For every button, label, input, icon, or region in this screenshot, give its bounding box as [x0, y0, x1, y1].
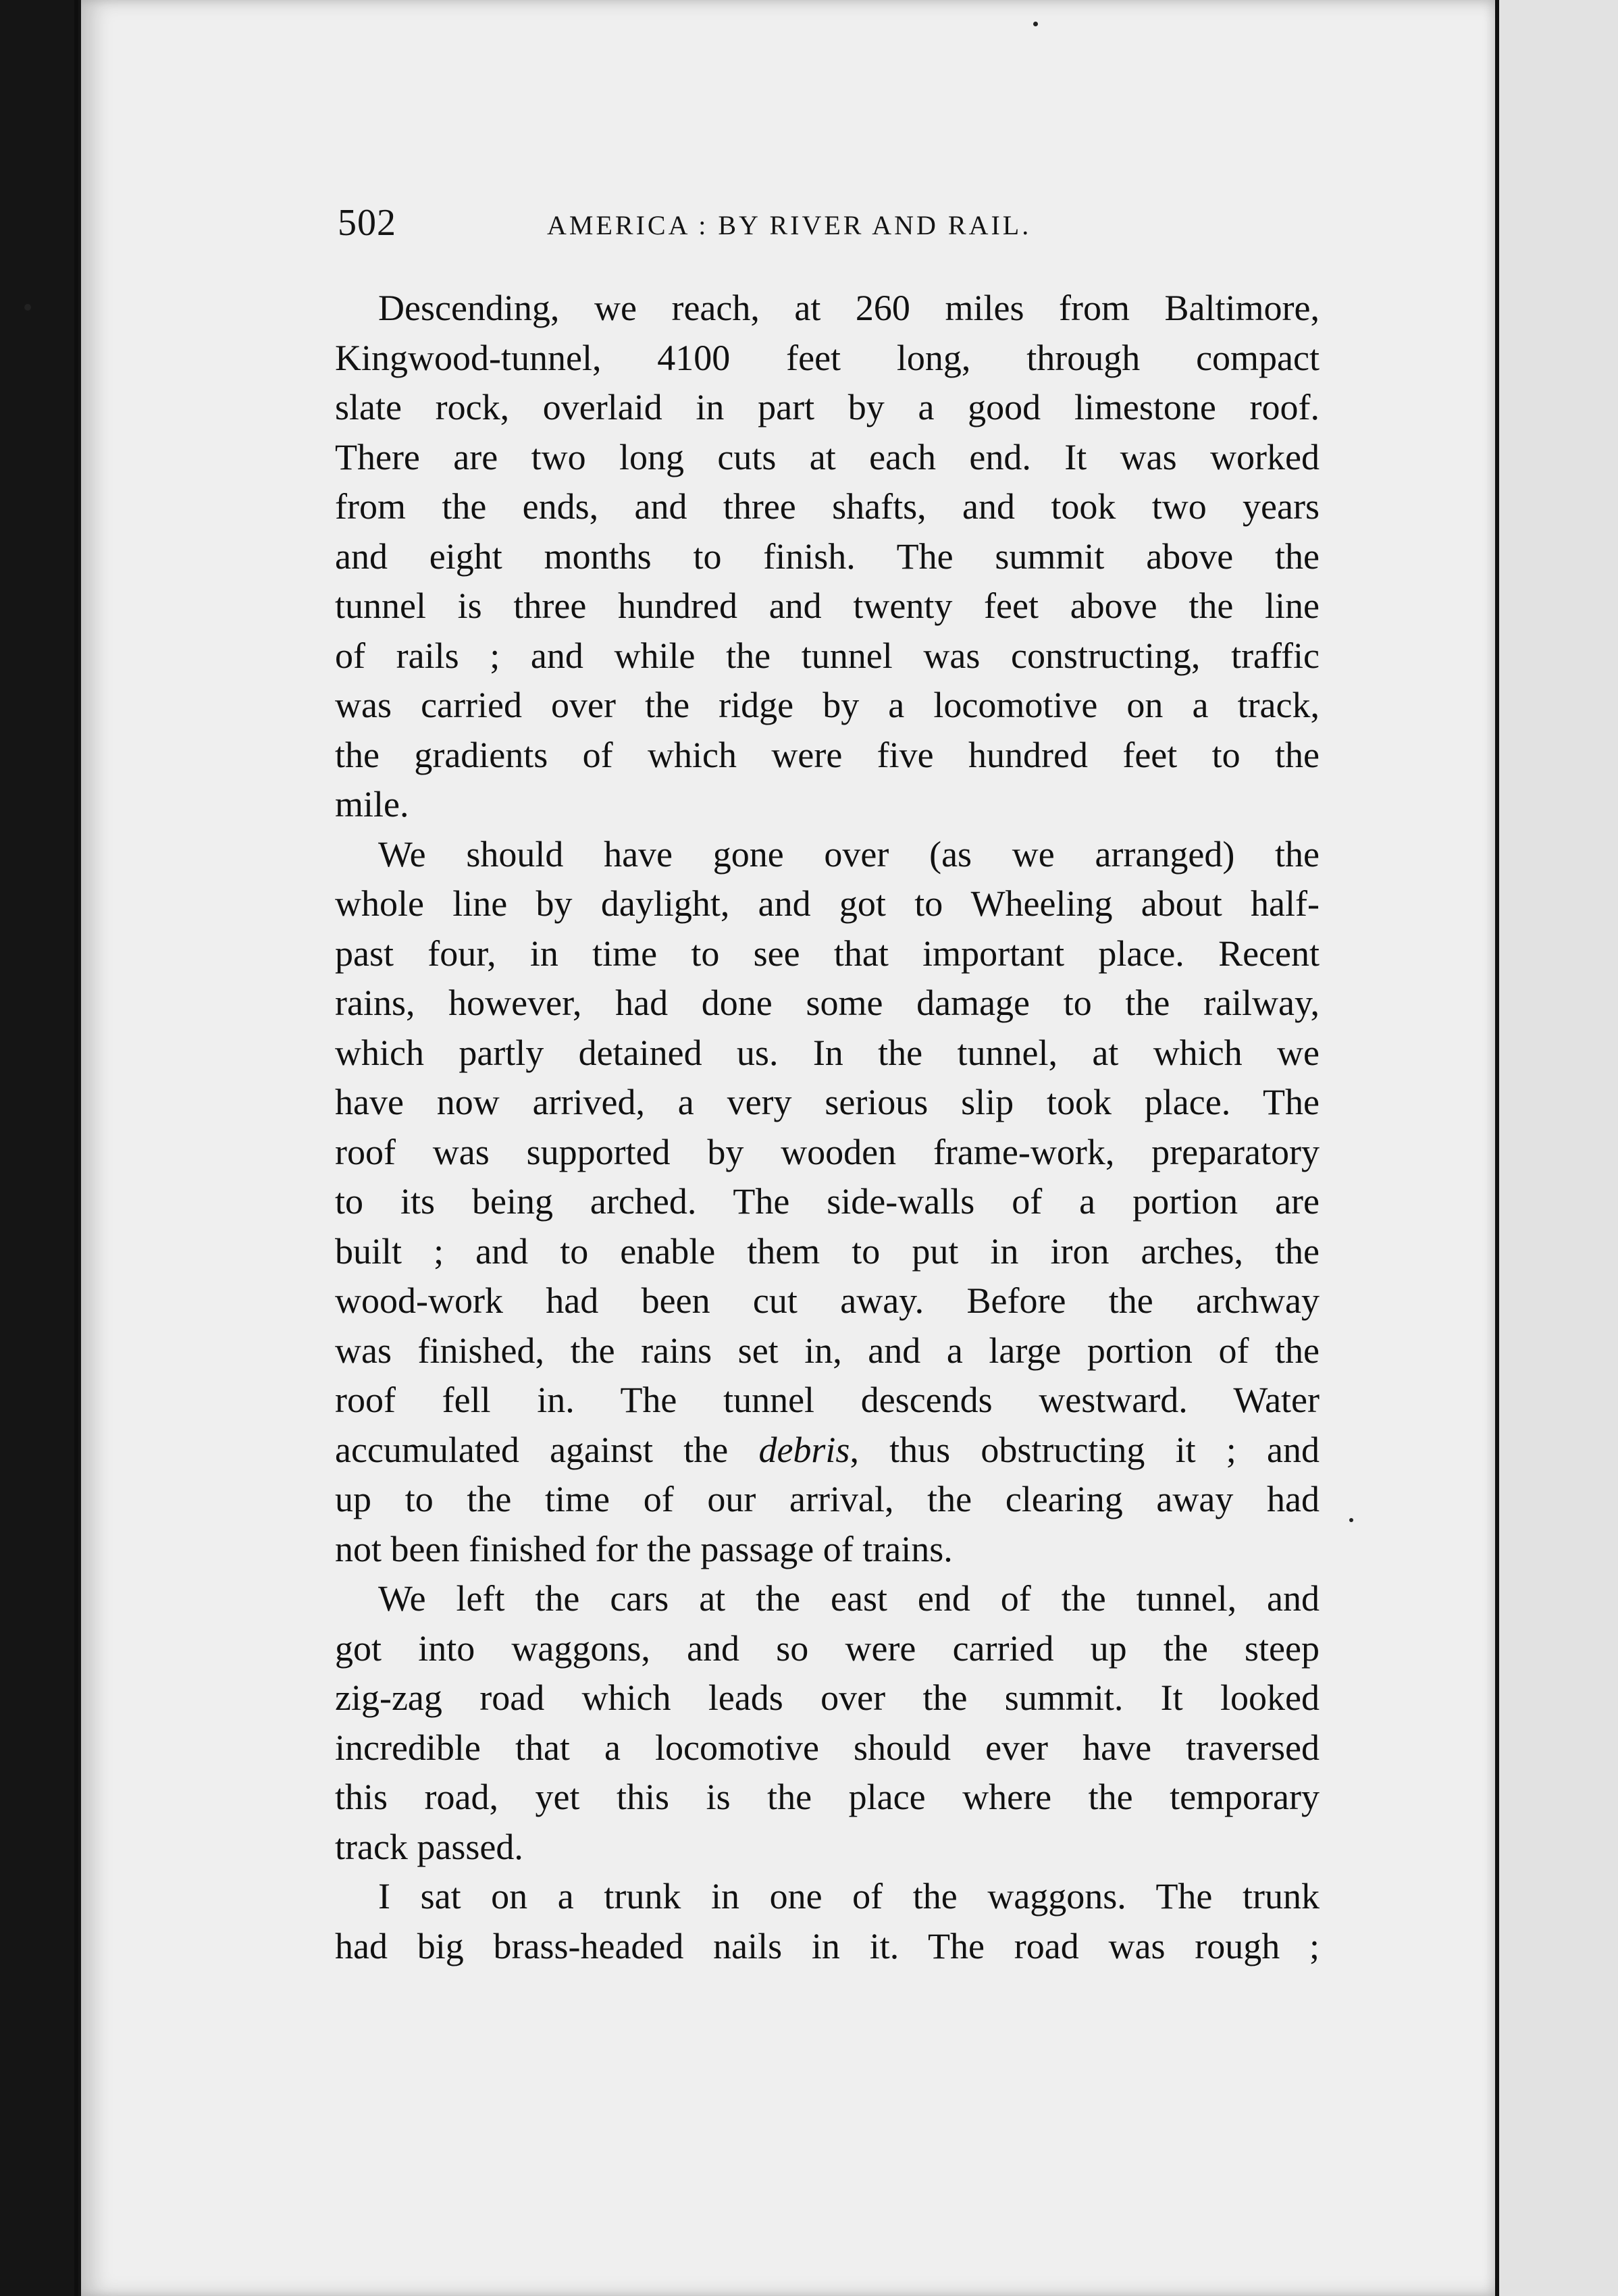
- facing-page-edge: [1495, 0, 1618, 2296]
- text-line: We should have gone over (as we arranged) the: [378, 833, 1320, 875]
- text-line: which partly detained us. In the tunnel, at which we: [335, 1032, 1320, 1073]
- text-line: track passed.: [335, 1826, 523, 1867]
- text-line: this road, yet this is the place where the temporary: [335, 1777, 1320, 1817]
- text-line: and eight months to finish. The summit above the: [335, 536, 1320, 577]
- body-text: [335, 284, 1320, 1971]
- text-line: had big brass-headed nails in it. The road was rough ;: [335, 1925, 1320, 1966]
- text-line: tunnel is three hundred and twenty feet above the line: [335, 585, 1320, 626]
- text-line: from the ends, and three shafts, and took two years: [335, 486, 1320, 527]
- text-line: roof fell in. The tunnel descends westward. Water: [335, 1380, 1320, 1420]
- text-line: accumulated against the debris, thus obstructing it ; and: [335, 1429, 1320, 1470]
- text-line: got into waggons, and so were carried up the steep: [335, 1627, 1320, 1669]
- scan-speck: [1033, 22, 1038, 26]
- running-title: AMERICA : BY RIVER AND RAIL.: [547, 210, 1032, 240]
- scan-speck: [24, 304, 31, 311]
- text-line: was carried over the ridge by a locomotive on a track,: [335, 685, 1320, 725]
- text-line: wood-work had been cut away. Before the archway: [335, 1280, 1320, 1321]
- text-line: zig-zag road which leads over the summit. It looked: [335, 1677, 1320, 1718]
- page-number: 502: [338, 202, 396, 244]
- text-line: We left the cars at the east end of the tunnel, and: [378, 1578, 1320, 1619]
- text-line: built ; and to enable them to put in iron arches, the: [335, 1230, 1320, 1272]
- page-header: [338, 201, 1324, 262]
- paragraph: [335, 1574, 1320, 1872]
- text-line: have now arrived, a very serious slip took place. The: [335, 1082, 1320, 1122]
- text-line: was finished, the rains set in, and a large portion of the: [335, 1330, 1320, 1371]
- paragraph: [335, 1872, 1320, 1971]
- text-line: Descending, we reach, at 260 miles from Baltimore,: [378, 288, 1320, 328]
- text-line: to its being arched. The side-walls of a portion are: [335, 1181, 1320, 1222]
- text-line: not been finished for the passage of trains.: [335, 1528, 953, 1569]
- text-line: up to the time of our arrival, the clearing away had: [335, 1479, 1320, 1519]
- text-line: mile.: [335, 784, 409, 825]
- scan-speck: [1349, 1518, 1353, 1522]
- text-line: whole line by daylight, and got to Wheeling about half-: [335, 883, 1320, 924]
- italic-word: debris: [758, 1429, 850, 1470]
- text-line: incredible that a locomotive should ever have traversed: [335, 1727, 1320, 1768]
- text-line: rains, however, had done some damage to the railway,: [335, 983, 1320, 1023]
- text-line: the gradients of which were five hundred feet to the: [335, 734, 1320, 775]
- text-line: past four, in time to see that important place. Recent: [335, 933, 1320, 974]
- text-line: There are two long cuts at each end. It was worked: [335, 436, 1320, 477]
- paragraph: [335, 284, 1320, 830]
- text-line: I sat on a trunk in one of the waggons. The trunk: [378, 1876, 1320, 1916]
- text-line: roof was supported by wooden frame-work, preparatory: [335, 1131, 1320, 1172]
- text-line: slate rock, overlaid in part by a good limestone roof.: [335, 387, 1320, 427]
- binding-line: [74, 0, 78, 2296]
- text-line: Kingwood-tunnel, 4100 feet long, through compact: [335, 337, 1320, 378]
- text-line: of rails ; and while the tunnel was constructing, traffic: [335, 635, 1320, 676]
- paragraph: [335, 830, 1320, 1575]
